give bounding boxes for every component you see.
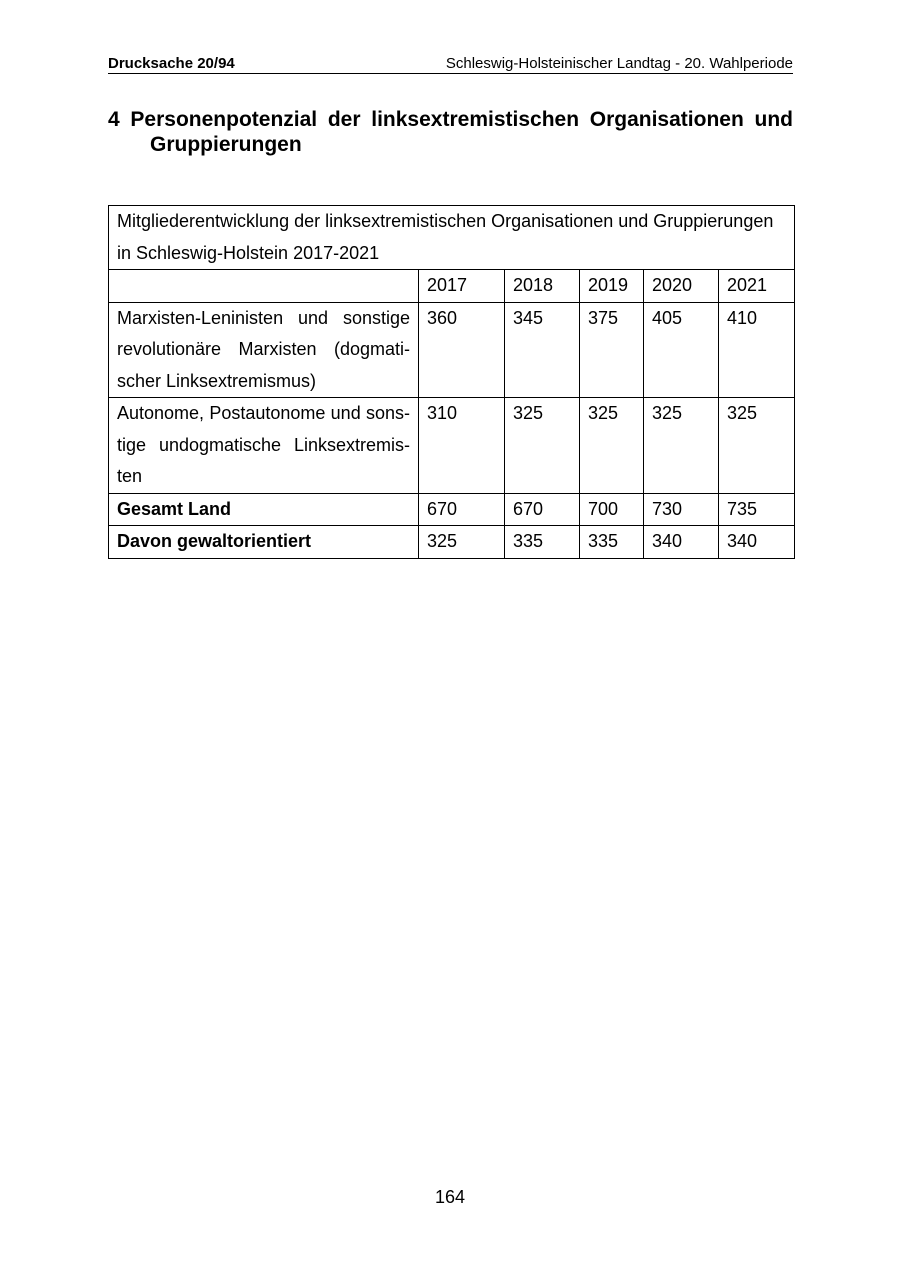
section-number: 4: [108, 108, 120, 131]
table-cell: 345: [505, 302, 580, 398]
table-caption: [109, 206, 795, 270]
table-header-year: 2019: [580, 270, 644, 303]
table-cell: 375: [580, 302, 644, 398]
table-cell: 735: [719, 493, 795, 526]
section-heading-line1: [108, 107, 793, 132]
table-header-year: 2018: [505, 270, 580, 303]
table-cell: 335: [505, 526, 580, 559]
table-caption-line1: Mitgliederentwicklung der linksextremistischen Organisationen und Gruppierungen: [117, 211, 774, 231]
table-row: [109, 302, 795, 398]
table-row: [109, 398, 795, 494]
section-title-line1: Personenpotenzial der linksextremistischen Organisationen und: [130, 108, 793, 131]
table-header-year: 2017: [419, 270, 505, 303]
table-row-violent: [109, 526, 795, 559]
section-heading: [108, 107, 793, 157]
table-cell: 670: [419, 493, 505, 526]
table-cell: 360: [419, 302, 505, 398]
table-cell: 340: [719, 526, 795, 559]
table-header-year: 2021: [719, 270, 795, 303]
table-caption-line2: in Schleswig-Holstein 2017-2021: [117, 242, 380, 263]
row-label-marxisten: Marxisten-Leninisten und sonstige revolutionäre Marxisten (dogmatischer Linksextremismus): [109, 302, 419, 398]
table-cell: 310: [419, 398, 505, 494]
row-label-gesamt-land: Gesamt Land: [109, 493, 419, 526]
table-row-total: [109, 493, 795, 526]
row-label-gewaltorientiert: Davon gewaltorientiert: [109, 526, 419, 559]
table-cell: 405: [644, 302, 719, 398]
row-label-autonome: Autonome, Postautonome und sonstige undogmatische Linksextremisten: [109, 398, 419, 494]
table-cell: 325: [419, 526, 505, 559]
membership-table: [108, 205, 795, 559]
table-cell: 335: [580, 526, 644, 559]
table-caption-row: [109, 206, 795, 270]
document-number: Drucksache 20/94: [108, 55, 235, 72]
section-title-line2: Gruppierungen: [150, 133, 302, 156]
table-cell: 670: [505, 493, 580, 526]
table-cell: 325: [644, 398, 719, 494]
table-header-year: 2020: [644, 270, 719, 303]
table-cell: 700: [580, 493, 644, 526]
page-header: [108, 55, 793, 74]
parliament-period: Schleswig-Holsteinischer Landtag - 20. Wahlperiode: [445, 55, 793, 72]
table-cell: 730: [644, 493, 719, 526]
table-header-row: [109, 270, 795, 303]
table-cell: 325: [719, 398, 795, 494]
table-cell: 410: [719, 302, 795, 398]
table-cell: 325: [505, 398, 580, 494]
table-cell: 325: [580, 398, 644, 494]
table-cell: 340: [644, 526, 719, 559]
table-header-empty: [109, 270, 419, 303]
page-number: 164: [434, 1187, 466, 1207]
